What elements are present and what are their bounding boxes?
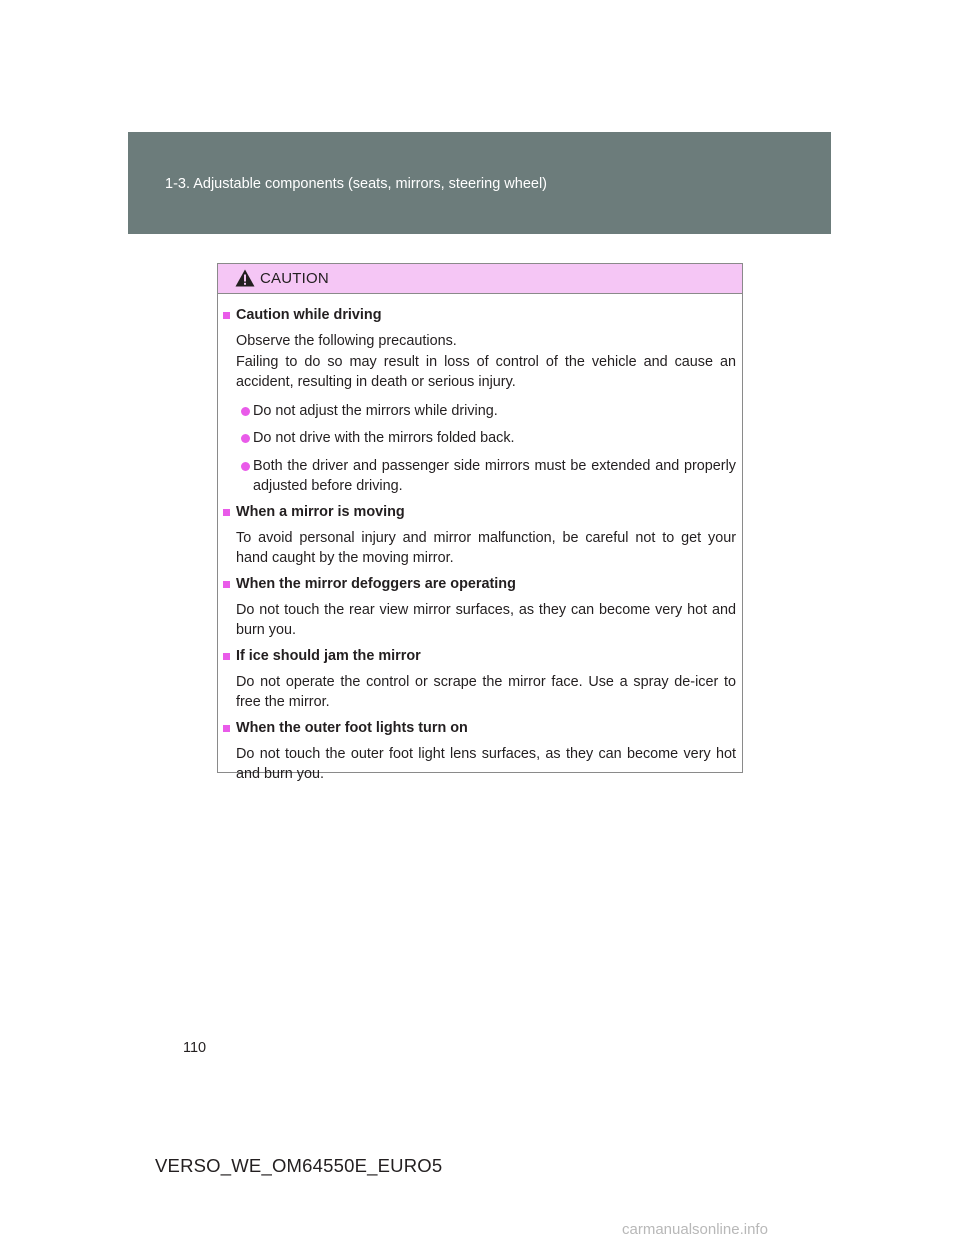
- caution-section-mirror-moving: [218, 501, 742, 569]
- document-code: VERSO_WE_OM64550E_EURO5: [155, 1155, 443, 1176]
- warning-triangle-icon: [235, 269, 255, 287]
- caution-section-foot-lights: [218, 717, 742, 785]
- round-bullet-icon: [241, 434, 250, 443]
- section-heading: [218, 717, 742, 739]
- section-title: 1-3. Adjustable components (seats, mirrors, steering wheel): [165, 176, 548, 192]
- square-bullet-icon: [223, 581, 230, 588]
- section-heading: [218, 501, 742, 523]
- caution-section-ice: [218, 645, 742, 713]
- caution-section-defoggers: [218, 573, 742, 641]
- section-text: Failing to do so may result in loss of control of the vehicle and cause an accident, resulting in death or serious injury.: [236, 353, 736, 390]
- caution-body: [218, 294, 742, 785]
- caution-title: CAUTION: [260, 270, 329, 287]
- bullet-item: [218, 428, 742, 449]
- section-heading: [218, 304, 742, 326]
- section-text: Do not touch the rear view mirror surfaces, as they can become very hot and burn you.: [236, 601, 736, 638]
- square-bullet-icon: [223, 509, 230, 516]
- section-heading-text: If ice should jam the mirror: [236, 647, 421, 664]
- square-bullet-icon: [223, 725, 230, 732]
- caution-section-driving: [218, 304, 742, 497]
- section-text: To avoid personal injury and mirror malfunction, be careful not to get your hand caught by the moving mirror.: [236, 529, 736, 566]
- round-bullet-icon: [241, 407, 250, 416]
- bullet-item: [218, 401, 742, 422]
- section-heading-text: When a mirror is moving: [236, 503, 405, 520]
- section-heading: [218, 573, 742, 595]
- bullet-text: Do not adjust the mirrors while driving.: [253, 402, 498, 419]
- section-heading: [218, 645, 742, 667]
- bullet-text: Both the driver and passenger side mirrors must be extended and properly adjusted before driving.: [253, 457, 736, 494]
- bullet-text: Do not drive with the mirrors folded back.: [253, 430, 515, 446]
- round-bullet-icon: [241, 462, 250, 471]
- section-text: Do not touch the outer foot light lens surfaces, as they can become very hot and burn you.: [236, 745, 736, 782]
- section-text: Do not operate the control or scrape the mirror face. Use a spray de-icer to free the mirror.: [236, 673, 736, 710]
- watermark-text: carmanualsonline.info: [622, 1221, 768, 1238]
- square-bullet-icon: [223, 653, 230, 660]
- section-text: Observe the following precautions.: [236, 333, 457, 349]
- caution-header: [218, 264, 742, 294]
- bullet-item: [218, 456, 742, 497]
- page-number: 110: [183, 1040, 207, 1056]
- caution-box: [217, 263, 743, 782]
- square-bullet-icon: [223, 312, 230, 319]
- section-heading-text: Caution while driving: [236, 307, 382, 323]
- section-heading-text: When the mirror defoggers are operating: [236, 575, 516, 592]
- section-heading-text: When the outer foot lights turn on: [236, 719, 468, 736]
